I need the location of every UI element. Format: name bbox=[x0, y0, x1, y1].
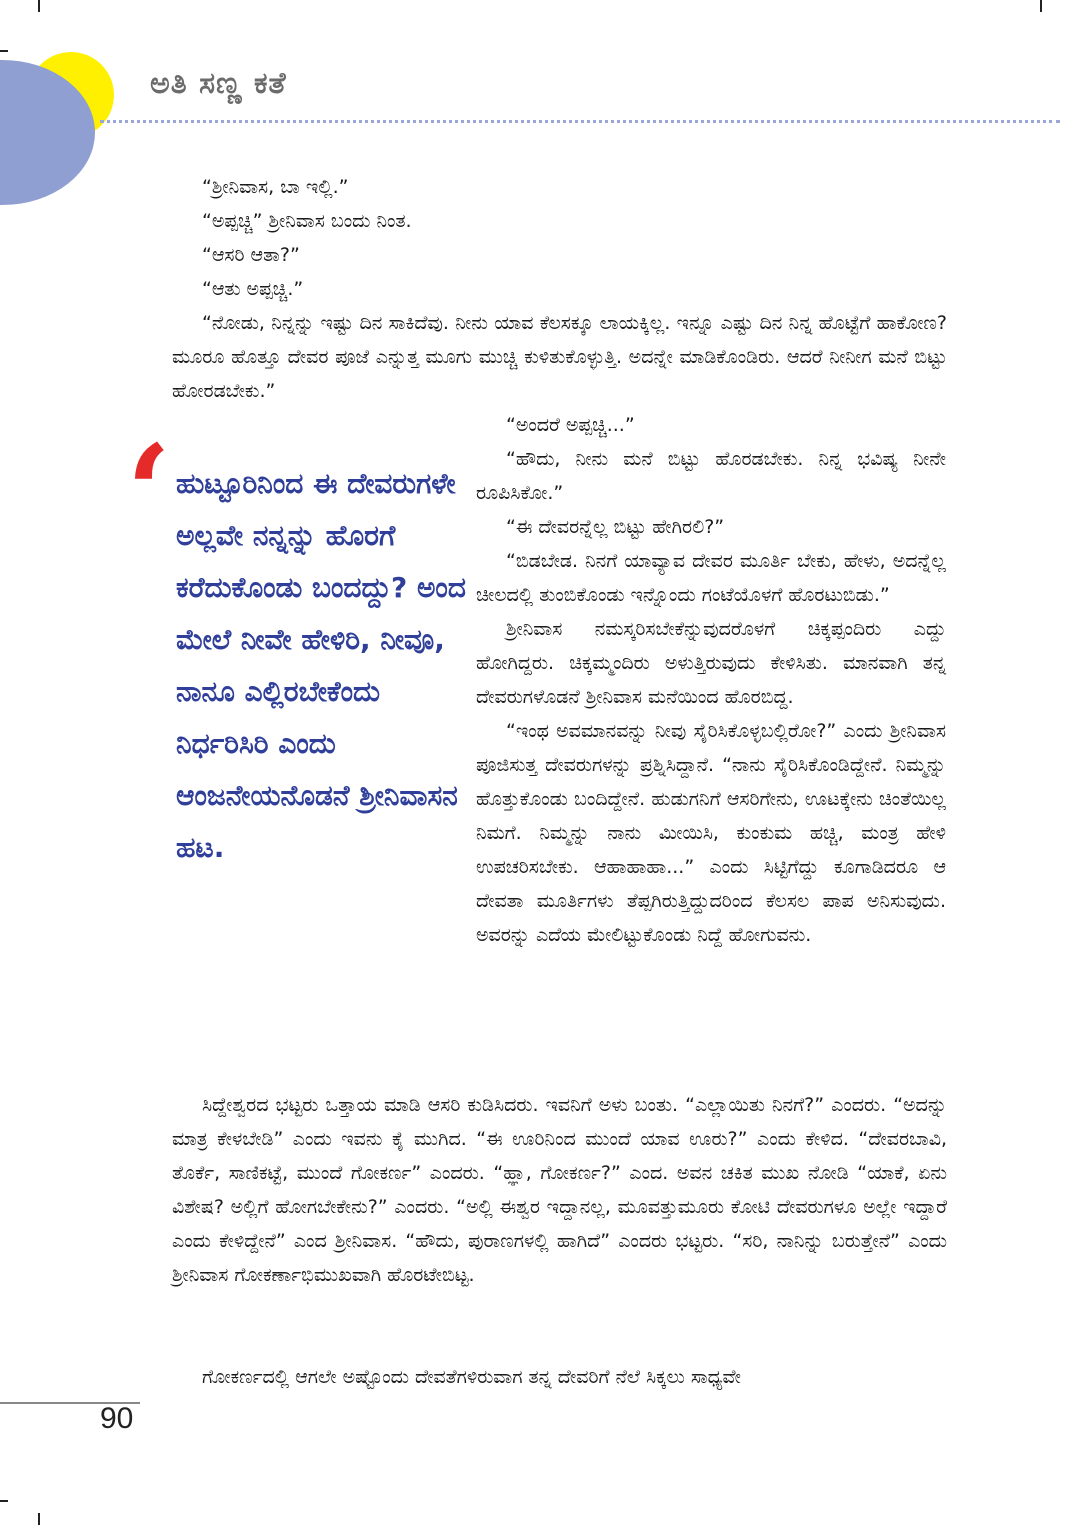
page-header-title: ಅತಿ ಸಣ್ಣ ಕತೆ bbox=[150, 66, 287, 101]
crop-mark-left-top bbox=[0, 50, 8, 52]
dialogue-line: “ಆಸರಿ ಆತಾ?” bbox=[202, 244, 300, 266]
crop-mark-bottom-left bbox=[38, 1513, 40, 1525]
body-paragraph: “ಹೌದು, ನೀನು ಮನೆ ಬಿಟ್ಟು ಹೊರಡಬೇಕು. ನಿನ್ನ ಭವಿಷ್ಯ ನೀನೇ ರೂಪಿಸಿಕೋ.” bbox=[476, 448, 946, 504]
page-number: 90 bbox=[100, 1402, 134, 1435]
pull-quote-mark: ‘ bbox=[126, 416, 172, 569]
body-paragraph: “ಇಂಥ ಅವಮಾನವನ್ನು ನೀವು ಸೈರಿಸಿಕೊಳ್ಳಬಲ್ಲಿರೋ?” ಎಂದು ಶ್ರೀನಿವಾಸ ಪೂಜಿಸುತ್ತ ದೇವರುಗಳನ್ನು ಪ್ರಶ್ನಿಸಿದ್ದಾನೆ. “ನಾನು ಸೈರಿಸಿಕೊಂಡಿದ್ದೇನೆ. ನಿಮ್ಮನ್ನು ಹೊತ್ತುಕೊಂಡು ಬಂದಿದ್ದೇನೆ. ಹುಡುಗನಿಗೆ ಆಸರಿಗೇನು, ಊಟಕ್ಕೇನು ಚಿಂತೆಯಿಲ್ಲ ನಿಮಗೆ. ನಿಮ್ಮನ್ನು ನಾನು ಮೀಯಿಸಿ, ಕುಂಕುಮ ಹಚ್ಚಿ, ಮಂತ್ರ ಹೇಳಿ ಉಪಚರಿಸಬೇಕು. ಆಹಾಹಾಹಾ...” ಎಂದು ಸಿಟ್ಟಿಗೆದ್ದು ಕೂಗಾಡಿದರೂ ಆ ದೇವತಾ ಮೂರ್ತಿಗಳು ತೆಪ್ಪಗಿರುತ್ತಿದ್ದುದರಿಂದ ಕೆಲಸಲ ಪಾಪ ಅನಿಸುವುದು. ಅವರನ್ನು ಎದೆಯ ಮೇಲಿಟ್ಟುಕೊಂಡು ನಿದ್ದೆ ಹೋಗುವನು. bbox=[476, 720, 946, 946]
body-paragraph: “ನೋಡು, ನಿನ್ನನ್ನು ಇಷ್ಟು ದಿನ ಸಾಕಿದೆವು. ನೀನು ಯಾವ ಕೆಲಸಕ್ಕೂ ಲಾಯಕ್ಕಿಲ್ಲ. ಇನ್ನೂ ಎಷ್ಟು ದಿನ ನಿನ್ನ ಹೊಟ್ಟೆಗೆ ಹಾಕೋಣ? ಮೂರೂ ಹೊತ್ತೂ ದೇವರ ಪೂಜೆ ಎನ್ನುತ್ತ ಮೂಗು ಮುಚ್ಚಿ ಕುಳಿತುಕೊಳ್ಳುತ್ತಿ. ಅದನ್ನೇ ಮಾಡಿಕೊಂಡಿರು. ಆದರೆ ನೀನೀಗ ಮನೆ ಬಿಟ್ಟು ಹೋರಡಬೇಕು.” bbox=[172, 312, 947, 402]
dialogue-line: “ಆತು ಅಪ್ಪಚ್ಚಿ.” bbox=[202, 278, 304, 300]
body-paragraph: “ಈ ದೇವರನ್ನೆಲ್ಲ ಬಿಟ್ಟು ಹೇಗಿರಲಿ?” bbox=[506, 516, 725, 538]
body-paragraph: ಶ್ರೀನಿವಾಸ ನಮಸ್ಕರಿಸಬೇಕೆನ್ನುವುದರೊಳಗೆ ಚಿಕ್ಕಪ್ಪಂದಿರು ಎದ್ದು ಹೋಗಿದ್ದರು. ಚಿಕ್ಕಮ್ಮಂದಿರು ಅಳುತ್ತಿರುವುದು ಕೇಳಿಸಿತು. ಮಾನವಾಗಿ ತನ್ನ ದೇವರುಗಳೊಡನೆ ಶ್ರೀನಿವಾಸ ಮನೆಯಿಂದ ಹೊರಬಿದ್ದ. bbox=[476, 618, 946, 708]
crop-mark-top-left bbox=[38, 0, 40, 12]
dialogue-line: “ಶ್ರೀನಿವಾಸ, ಬಾ ಇಲ್ಲಿ.” bbox=[202, 176, 349, 198]
right-column bbox=[476, 408, 946, 952]
dialogue-line: “ಅಪ್ಪಚ್ಚಿ” ಶ್ರೀನಿವಾಸ ಬಂದು ನಿಂತ. bbox=[202, 210, 412, 232]
body-paragraph: ಸಿದ್ದೇಶ್ವರದ ಭಟ್ಟರು ಒತ್ತಾಯ ಮಾಡಿ ಆಸರಿ ಕುಡಿಸಿದರು. ಇವನಿಗೆ ಅಳು ಬಂತು. “ಎಲ್ಲಾಯಿತು ನಿನಗೆ?” ಎಂದರು. “ಅದನ್ನು ಮಾತ್ರ ಕೇಳಬೇಡಿ” ಎಂದು ಇವನು ಕೈ ಮುಗಿದ. “ಈ ಊರಿನಿಂದ ಮುಂದೆ ಯಾವ ಊರು?” ಎಂದು ಕೇಳಿದ. “ದೇವರಬಾವಿ, ತೊರ್ಕೆ, ಸಾಣಿಕಟ್ಟೆ, ಮುಂದೆ ಗೋಕರ್ಣ” ಎಂದರು. “ಹ್ಞಾ, ಗೋಕರ್ಣ?” ಎಂದ. ಅವನ ಚಕಿತ ಮುಖ ನೋಡಿ “ಯಾಕೆ, ಏನು ವಿಶೇಷ? ಅಲ್ಲಿಗೆ ಹೋಗಬೇಕೇನು?” ಎಂದರು. “ಅಲ್ಲಿ ಈಶ್ವರ ಇದ್ದಾನಲ್ಲ, ಮೂವತ್ತುಮೂರು ಕೋಟಿ ದೇವರುಗಳೂ ಅಲ್ಲೇ ಇದ್ದಾರೆ ಎಂದು ಕೇಳಿದ್ದೇನೆ” ಎಂದ ಶ್ರೀನಿವಾಸ. “ಹೌದು, ಪುರಾಣಗಳಲ್ಲಿ ಹಾಗಿದೆ” ಎಂದರು ಭಟ್ಟರು. “ಸರಿ, ನಾನಿನ್ನು ಬರುತ್ತೇನೆ” ಎಂದು ಶ್ರೀನಿವಾಸ ಗೋಕರ್ಣಾಭಿಮುಖವಾಗಿ ಹೊರಟೇಬಿಟ್ಟ. bbox=[172, 1094, 947, 1286]
body-paragraph: ಗೋಕರ್ಣದಲ್ಲಿ ಆಗಲೇ ಅಷ್ಟೊಂದು ದೇವತೆಗಳಿರುವಾಗ ತನ್ನ ದೇವರಿಗೆ ನೆಲೆ ಸಿಕ್ಕಲು ಸಾಧ್ಯವೇ bbox=[202, 1366, 741, 1388]
crop-mark-left-bottom bbox=[0, 1500, 8, 1502]
pull-quote-text: ಹುಟ್ಟೂರಿನಿಂದ ಈ ದೇವರುಗಳೇ ಅಲ್ಲವೇ ನನ್ನನ್ನು ಹೊರಗೆ ಕರೆದುಕೊಂಡು ಬಂದದ್ದು? ಅಂದ ಮೇಲೆ ನೀವೇ ಹೇಳಿರಿ, ನೀವೂ, ನಾನೂ ಎಲ್ಲಿರಬೇಕೆಂದು ನಿರ್ಧರಿಸಿರಿ ಎಂದು ಆಂಜನೇಯನೊಡನೆ ಶ್ರೀನಿವಾಸನ ಹಟ. bbox=[176, 467, 466, 864]
body-paragraph: “ಅಂದರೆ ಅಪ್ಪಚ್ಚಿ...” bbox=[506, 414, 635, 436]
header-dotted-divider bbox=[100, 120, 1060, 123]
crop-mark-top-right bbox=[1040, 0, 1042, 12]
body-paragraph: “ಬಿಡಬೇಡ. ನಿನಗೆ ಯಾವ್ಯಾವ ದೇವರ ಮೂರ್ತಿ ಬೇಕು, ಹೇಳು, ಅದನ್ನೆಲ್ಲ ಚೀಲದಲ್ಲಿ ತುಂಬಿಕೊಂಡು ಇನ್ನೊಂದು ಗಂಟೆಯೊಳಗೆ ಹೊರಟುಬಿಡು.” bbox=[476, 550, 946, 606]
